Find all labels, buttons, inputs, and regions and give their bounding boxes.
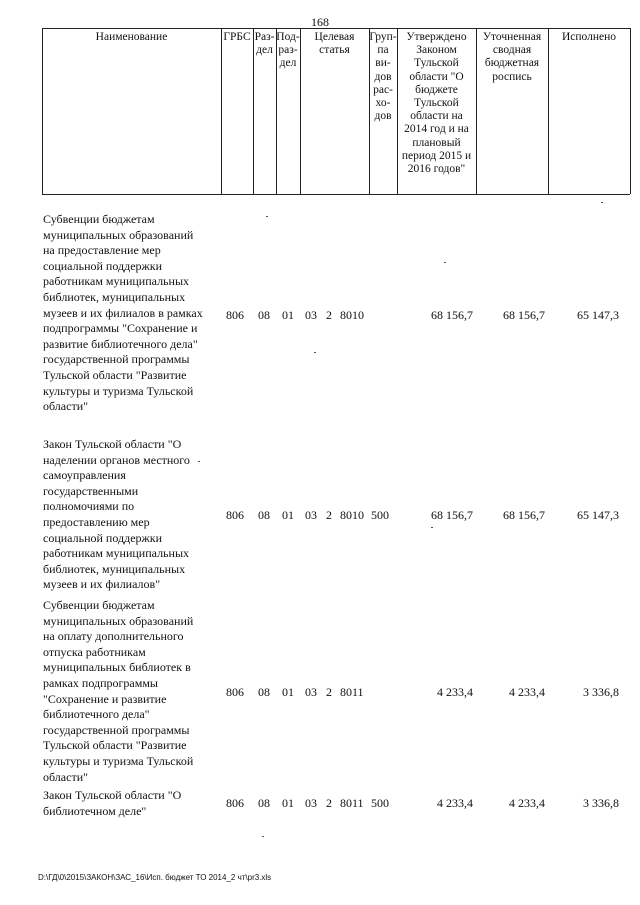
cell-executed: 3 336,8 — [583, 685, 619, 699]
cell-group: 500 — [371, 508, 389, 522]
header-bottom-border — [42, 194, 630, 195]
column-divider — [548, 28, 549, 194]
cell-group: 500 — [371, 796, 389, 810]
header-razdel: Раз- дел — [254, 31, 275, 57]
cell-target-subprogram: 2 — [326, 796, 332, 810]
cell-target-code: 8010 — [340, 308, 364, 322]
cell-approved: 4 233,4 — [437, 685, 473, 699]
header-grbs: ГРБС — [223, 31, 251, 43]
cell-razdel: 08 — [258, 508, 270, 522]
row-name: Субвенции бюджетам муниципальных образований на предоставление мер социальной поддержки работникам муниципальных библиотек, муниципальных музеев и их филиалов в рамках подпрограммы "Сохранение и развитие библиотечного дела" государственной программы Тульской области "Развитие культуры и туризма Тульской области" — [43, 212, 203, 414]
cell-grbs: 806 — [226, 508, 244, 522]
cell-executed: 3 336,8 — [583, 796, 619, 810]
cell-refined: 68 156,7 — [503, 308, 545, 322]
cell-podrazdel: 01 — [282, 685, 294, 699]
cell-target-code: 8011 — [340, 685, 364, 699]
header-executed: Исполнено — [561, 31, 617, 43]
row-name: Закон Тульской области "О наделении органов местного самоуправления государственными полномочиями по предоставлению мер социальной поддержки работникам муниципальных библиотек, муниципальных музеев и их филиалов" — [43, 437, 190, 592]
cell-target-code: 8010 — [340, 508, 364, 522]
cell-approved: 4 233,4 — [437, 796, 473, 810]
scan-speck — [266, 216, 268, 217]
cell-approved: 68 156,7 — [431, 508, 473, 522]
cell-executed: 65 147,3 — [577, 308, 619, 322]
cell-target-program: 03 — [305, 685, 317, 699]
cell-target-subprogram: 2 — [326, 508, 332, 522]
cell-refined: 4 233,4 — [509, 796, 545, 810]
scan-speck — [601, 202, 603, 203]
header-approved: Утверждено Законом Тульской области "О бюджете Тульской области на 2014 год и на плановый период 2015 и 2016 годов" — [401, 31, 472, 176]
header-name: Наименование — [95, 31, 168, 43]
cell-target-code: 8011 — [340, 796, 364, 810]
cell-grbs: 806 — [226, 796, 244, 810]
scan-speck — [198, 461, 200, 462]
cell-podrazdel: 01 — [282, 508, 294, 522]
cell-podrazdel: 01 — [282, 796, 294, 810]
cell-target-subprogram: 2 — [326, 685, 332, 699]
cell-refined: 4 233,4 — [509, 685, 545, 699]
cell-refined: 68 156,7 — [503, 508, 545, 522]
page-number: 168 — [311, 15, 329, 29]
scan-speck — [262, 836, 264, 837]
cell-target-program: 03 — [305, 508, 317, 522]
header-podrazdel: Под- раз- дел — [276, 31, 300, 70]
scan-speck — [444, 262, 446, 263]
cell-target-program: 03 — [305, 308, 317, 322]
header-refined: Уточненная сводная бюджетная роспись — [482, 31, 542, 83]
cell-approved: 68 156,7 — [431, 308, 473, 322]
column-divider — [630, 28, 631, 194]
cell-grbs: 806 — [226, 308, 244, 322]
header-target-article: Целевая статья — [314, 31, 355, 57]
row-name: Субвенции бюджетам муниципальных образований на оплату дополнительного отпуска работникам муниципальных библиотек в рамках подпрограммы "Сохранение и развитие библиотечного дела" государственной программы Тульской области "Развитие культуры и туризма Тульской области" — [43, 598, 194, 784]
cell-razdel: 08 — [258, 796, 270, 810]
cell-grbs: 806 — [226, 685, 244, 699]
cell-razdel: 08 — [258, 308, 270, 322]
header-expense-group: Груп- па ви- дов рас- хо- дов — [369, 31, 397, 123]
cell-razdel: 08 — [258, 685, 270, 699]
scan-speck — [431, 527, 433, 528]
cell-target-subprogram: 2 — [326, 308, 332, 322]
file-path-footer: D:\ГД\0\2015\ЗАКОН\ЗАС_16\Исп. бюджет ТО 2014_2 чт\pr3.xls — [38, 873, 272, 882]
cell-podrazdel: 01 — [282, 308, 294, 322]
scan-speck — [314, 352, 316, 353]
column-divider — [221, 28, 222, 194]
cell-executed: 65 147,3 — [577, 508, 619, 522]
row-name: Закон Тульской области "О библиотечном деле" — [43, 788, 182, 818]
table-top-border — [42, 28, 630, 29]
column-divider — [42, 28, 43, 194]
cell-target-program: 03 — [305, 796, 317, 810]
